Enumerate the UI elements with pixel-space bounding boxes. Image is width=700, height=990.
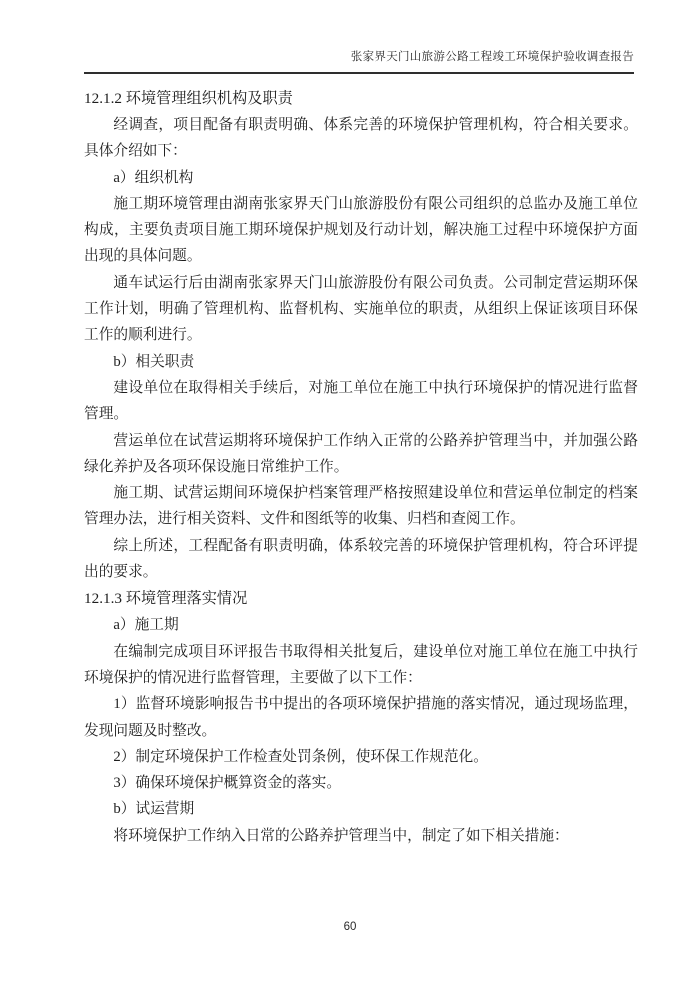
paragraph-section-conclusion: 综上所述，工程配备有职责明确，体系较完善的环境保护管理机构，符合环评提出的要求。: [84, 537, 638, 581]
section-heading-12-1-2: 12.1.2 环境管理组织机构及职责: [84, 90, 293, 107]
paragraph-construction-management: 施工期环境管理由湖南张家界天门山旅游股份有限公司组织的总监办及施工单位构成，主要负责项目施工期环境保护规划及行动计划，解决施工过程中环境保护方面出现的具体问题。: [84, 195, 638, 265]
page-body: [84, 85, 638, 849]
list-item-1-supervision: 1）监督环境影响报告书中提出的各项环境保护措施的落实情况，通过现场监理，发现问题及时整改。: [84, 696, 638, 739]
running-header: 张家界天门山旅游公路工程竣工环境保护验收调查报告: [350, 51, 634, 63]
page-footer: [0, 921, 700, 933]
list-item-b-trial-operation-period: b）试运营期: [113, 801, 195, 818]
paragraph-overview: 经调查，项目配备有职责明确、体系完善的环境保护管理机构，符合相关要求。具体介绍如下：: [84, 117, 638, 160]
header-rule: [84, 72, 634, 74]
paragraph-builder-supervision: 建设单位在取得相关手续后，对施工单位在施工中执行环境保护的情况进行监督管理。: [84, 379, 638, 423]
paragraph-eia-approval: 在编制完成项目环评报告书取得相关批复后，建设单位对施工单位在施工中执行环境保护的情况进行监督管理，主要做了以下工作：: [84, 643, 638, 686]
paragraph-operator-maintenance: 营运单位在试营运期将环境保护工作纳入正常的公路养护管理当中，并加强公路绿化养护及各项环保设施日常维护工作。: [84, 432, 638, 475]
paragraph-operation-management: 通车试运行后由湖南张家界天门山旅游股份有限公司负责。公司制定营运期环保工作计划，明确了管理机构、监督机构、实施单位的职责，从组织上保证该项目环保工作的顺利进行。: [84, 274, 638, 344]
list-item-b-responsibilities: b）相关职责: [113, 353, 195, 370]
paragraph-daily-maintenance-measures: 将环境保护工作纳入日常的公路养护管理当中，制定了如下相关措施：: [113, 827, 569, 844]
list-item-3-funding: 3）确保环境保护概算资金的落实。: [113, 775, 342, 792]
list-item-a-organization: a）组织机构: [113, 169, 194, 186]
page-number: 60: [343, 921, 357, 933]
section-heading-12-1-3: 12.1.3 环境管理落实情况: [84, 590, 248, 608]
paragraph-archive-management: 施工期、试营运期间环境保护档案管理严格按照建设单位和营运单位制定的档案管理办法，进行相关资料、文件和图纸等的收集、归档和查阅工作。: [84, 485, 638, 528]
page-header: [0, 0, 700, 74]
list-item-2-regulations: 2）制定环境保护工作检查处罚条例，使环保工作规范化。: [113, 748, 488, 765]
list-item-a-construction-period: a）施工期: [113, 617, 179, 634]
